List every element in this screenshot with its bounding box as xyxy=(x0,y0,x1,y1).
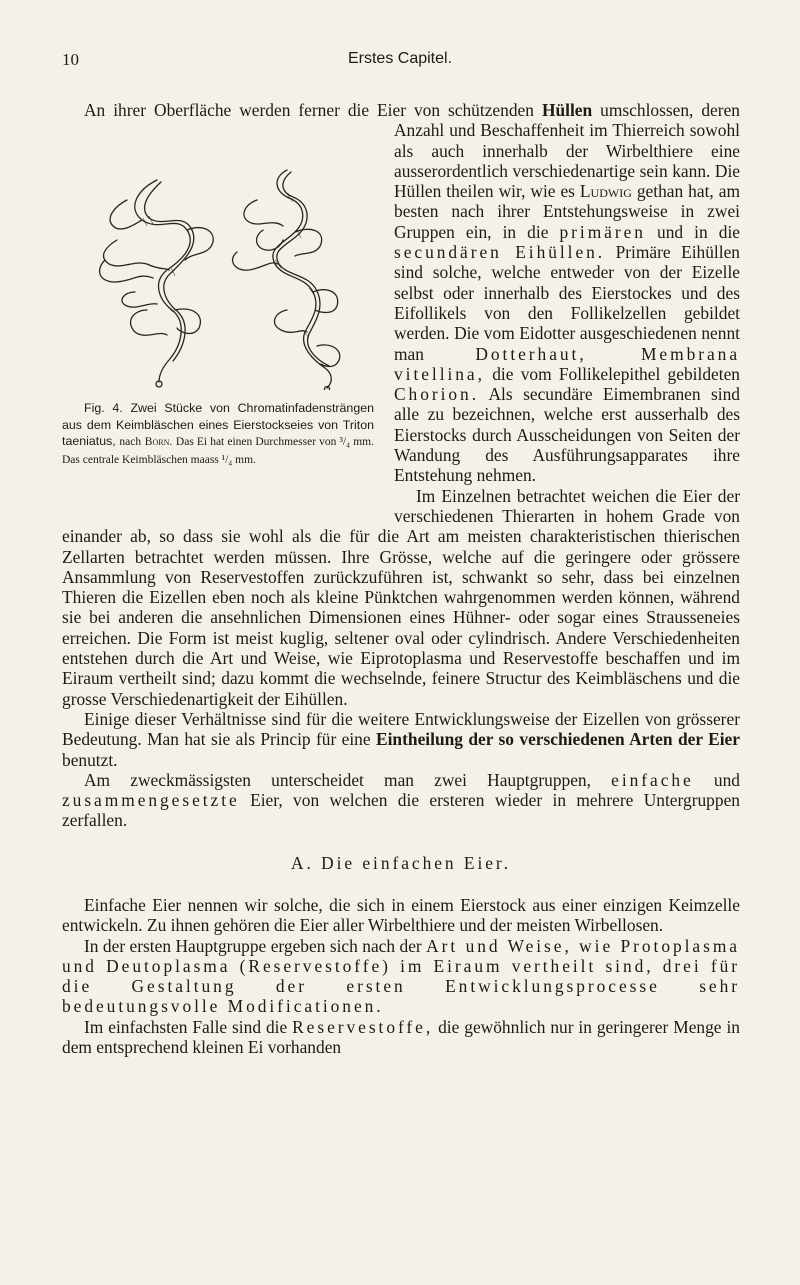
chromatin-strand-right-illustration xyxy=(233,170,340,390)
section-heading: A. Die einfachen Eier. xyxy=(290,852,512,873)
page-header xyxy=(62,50,738,80)
main-text xyxy=(62,100,740,1057)
caption-label: Fig. 4. xyxy=(84,401,123,416)
bold-term-huellen: Hüllen xyxy=(541,100,593,120)
paragraph-6: In der ersten Hauptgruppe ergeben sich nach der Art und Weise, wie Protoplasma und Deutoplasma (Reservestoffe) im Eiraum vertheilt sind, drei für die Gestaltung der ersten Entwicklungsprocesse sehr bedeutungsvolle Modificationen. xyxy=(62,935,740,1017)
paragraph-2: Im Einzelnen betrachtet weichen die Eier der verschiedenen Thierarten in hohem Grade von einander ab, so dass sie wohl als die für die Art am meisten charakteristischen thierischen Zellarten betrachtet werden müssen. Ihre Grösse, welche auf die geringere oder grössere Ansammlung von Reservestoffen zurückzuführen ist, schwankt so sehr, dass bei einzelnen Thieren die Eizellen eben noch als kleine Pünktchen wahrgenommen werden können, während sie bei anderen die ansehnlichen Dimensionen eines Hühner- oder sogar eines Strausseneies erreichen. Die Form ist meist kuglig, seltener oval oder cylindrisch. Andere Verschiedenheiten entstehen durch die Art und Weise, wie Eiprotoplasma und Reservestoffe beschaffen und im Eiraum vertheilt sind; dazu kommt die wechselnde, feinere Structur des Keimbläschens und die grosse Verschiedenartigkeit der Eihüllen. xyxy=(62,485,740,709)
bold-term-eintheilung: Eintheilung der so verschiedenen Arten der Eier xyxy=(376,729,740,750)
page-number: 10 xyxy=(62,50,79,69)
paragraph-3: Einige dieser Verhältnisse sind für die weitere Entwicklungsweise der Eizellen von grösserer Bedeutung. Man hat sie als Princip für eine Eintheilung der so verschiedenen Arten der Eier benutzt. xyxy=(62,708,740,770)
figure-illustration xyxy=(87,160,357,390)
paragraph-5: Einfache Eier nennen wir solche, die sich in einem Eierstock aus einer einzigen Keimzelle entwickeln. Zu ihnen gehören die Eier aller Wirbelthiere und der meisten Wirbellosen. xyxy=(62,894,740,936)
chromatin-strand-left-illustration xyxy=(100,180,214,387)
paragraph-4: Am zweckmässigsten unterscheidet man zwei Hauptgruppen, einfache und zusammengesetzte Eier, von welchen die ersteren wieder in mehrere Untergruppen zerfallen. xyxy=(62,769,740,831)
paragraph-1-continuation: Ludwig gethan hat, am besten nach ihrer Entstehungsweise in zwei Gruppen ein, in die primären und in die secundären Eihüllen. Primäre Eihüllen sind solche, welche entweder von der Eizelle selbst oder innerhalb des Eierstockes und des Eifollikels von den Follikelzellen gebildet werden. Die vom Eidotter ausgeschiedenen nennt man Dotterhaut, Membrana vitellina, die vom Follikelepithel gebildeten Chorion. Als secundäre Eimembranen sind alle zu bezeichnen, welche erst ausserhalb des Eierstocks durch Ausscheidungen von Seiten der Wandung des Ausführungsapparates ihre Entstehung nehmen. xyxy=(394,181,741,486)
running-title: Erstes Capitel. xyxy=(347,50,453,67)
paragraph-7: Im einfachsten Falle sind die Reservestoffe, die gewöhnlich nur in geringerer Menge in dem entsprechend kleinen Ei vorhanden xyxy=(62,1016,740,1058)
caption-author: Born. xyxy=(144,436,173,449)
figure-caption: Fig. 4. Zwei Stücke von Chromatinfadensträngen aus dem Keimbläschen eines Eierstockseies von Triton taeniatus, nach Born. Das Ei hat einen Durchmesser von ³/₄ mm. Das centrale Keimbläschen maass ¹/₄ mm. xyxy=(62,401,374,466)
paragraph-1a: An ihrer Oberfläche werden ferner die Eier von schützenden Hüllen Fig. 4. Zwei Stücke von Chromatinfadensträngen aus dem Keimbläschen eines Eierstockseies von Triton taeniatus, nach Born. Das Ei hat einen Durchmesser von ³/₄ mm. Das centrale Keimbläschen maass ¹/₄ mm. umschlossen, deren Anzahl und Beschaffenheit im Thierreich sowohl als auch innerhalb der Wirbelthiere eine ausserordentlich verschiedenartige sein kann. Die Hüllen theilen wir, wie es Ludwig gethan hat, am besten nach ihrer Entstehungsweise in zwei Gruppen ein, in die primären und in die secundären Eihüllen. Primäre Eihüllen sind solche, welche entweder von der Eizelle selbst oder innerhalb des Eierstockes und des Eifollikels von den Follikelzellen gebildet werden. Die vom Eidotter ausgeschiedenen nennt man Dotterhaut, Membrana vitellina, die vom Follikelepithel gebildeten Chorion. Als secundäre Eimembranen sind alle zu bezeichnen, welche erst ausserhalb des Eierstocks durch Ausscheidungen von Seiten der Wandung des Ausführungsapparates ihre Entstehung nehmen. xyxy=(62,100,740,486)
figure-4 xyxy=(62,120,380,511)
